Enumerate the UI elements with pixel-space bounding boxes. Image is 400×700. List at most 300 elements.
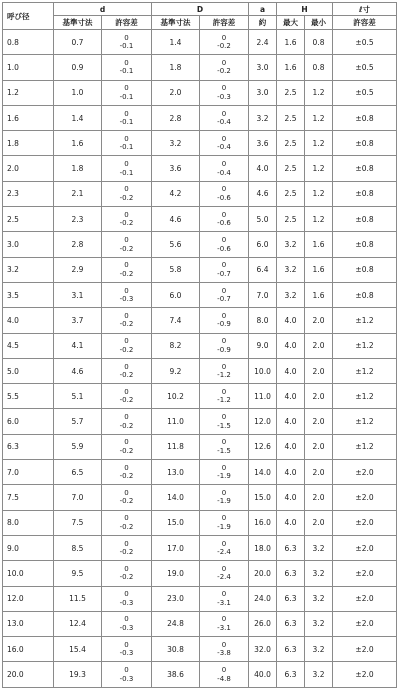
cell-H-max: 6.3 bbox=[277, 662, 305, 687]
cell-a: 3.6 bbox=[249, 131, 277, 156]
cell-d-tol bbox=[102, 131, 152, 156]
cell-a: 20.0 bbox=[249, 561, 277, 586]
cell-l-tol: ±1.2 bbox=[333, 384, 397, 409]
tolerance-lower: -0.3 bbox=[217, 92, 231, 101]
tolerance-lower: -0.4 bbox=[217, 168, 231, 177]
cell-d-base: 1.8 bbox=[54, 156, 102, 181]
tolerance-upper: 0 bbox=[221, 261, 227, 270]
cell-H-max: 6.3 bbox=[277, 535, 305, 560]
tolerance-lower: -0.7 bbox=[217, 269, 231, 278]
cell-nominal: 1.0 bbox=[3, 55, 54, 80]
tolerance-upper: 0 bbox=[124, 134, 129, 143]
cell-D-tol bbox=[200, 80, 249, 105]
tolerance-upper: 0 bbox=[221, 640, 227, 649]
table-row bbox=[3, 409, 397, 434]
cell-H-max: 4.0 bbox=[277, 358, 305, 383]
cell-D-base: 10.2 bbox=[152, 384, 200, 409]
header-l: ℓ寸 bbox=[333, 3, 397, 16]
cell-d-base: 12.4 bbox=[54, 611, 102, 636]
header-H: H bbox=[277, 3, 333, 16]
tolerance-upper: 0 bbox=[124, 236, 129, 245]
table-row bbox=[3, 131, 397, 156]
header-row-1 bbox=[3, 3, 397, 16]
cell-d-tol bbox=[102, 586, 152, 611]
cell-H-min: 3.2 bbox=[305, 637, 333, 662]
cell-d-base: 3.7 bbox=[54, 308, 102, 333]
cell-a: 10.0 bbox=[249, 358, 277, 383]
cell-D-tol bbox=[200, 55, 249, 80]
cell-l-tol: ±0.5 bbox=[333, 80, 397, 105]
cell-D-tol bbox=[200, 510, 249, 535]
cell-H-max: 2.5 bbox=[277, 156, 305, 181]
cell-d-tol bbox=[102, 535, 152, 560]
table-row bbox=[3, 561, 397, 586]
table-row bbox=[3, 80, 397, 105]
tolerance-lower: -0.4 bbox=[217, 143, 231, 152]
cell-H-max: 6.3 bbox=[277, 611, 305, 636]
tolerance-lower: -0.2 bbox=[119, 472, 134, 481]
tolerance-lower: -2.4 bbox=[217, 573, 231, 582]
cell-l-tol: ±2.0 bbox=[333, 510, 397, 535]
cell-D-tol bbox=[200, 282, 249, 307]
cell-H-max: 2.5 bbox=[277, 105, 305, 130]
tolerance-upper: 0 bbox=[221, 58, 227, 67]
tolerance-lower: -3.1 bbox=[217, 598, 231, 607]
cell-D-base: 1.4 bbox=[152, 30, 200, 55]
cell-l-tol: ±2.0 bbox=[333, 535, 397, 560]
cell-nominal: 3.2 bbox=[3, 257, 54, 282]
tolerance-upper: 0 bbox=[124, 463, 129, 472]
tolerance-lower: -0.9 bbox=[217, 345, 231, 354]
tolerance-upper: 0 bbox=[124, 337, 129, 346]
cell-H-min: 3.2 bbox=[305, 586, 333, 611]
cell-a: 26.0 bbox=[249, 611, 277, 636]
cell-D-base: 38.6 bbox=[152, 662, 200, 687]
cell-d-tol bbox=[102, 460, 152, 485]
cell-a: 15.0 bbox=[249, 485, 277, 510]
cell-D-tol bbox=[200, 662, 249, 687]
cell-D-tol bbox=[200, 131, 249, 156]
cell-d-base: 0.7 bbox=[54, 30, 102, 55]
tolerance-upper: 0 bbox=[124, 413, 129, 422]
cell-H-max: 2.5 bbox=[277, 207, 305, 232]
cell-d-tol bbox=[102, 662, 152, 687]
tolerance-upper: 0 bbox=[124, 286, 129, 295]
cell-d-tol bbox=[102, 80, 152, 105]
cell-H-max: 2.5 bbox=[277, 80, 305, 105]
cell-D-base: 7.4 bbox=[152, 308, 200, 333]
header-d-tol: 許容差 bbox=[102, 16, 152, 30]
cell-nominal: 7.0 bbox=[3, 460, 54, 485]
cell-l-tol: ±0.8 bbox=[333, 207, 397, 232]
cell-D-base: 3.2 bbox=[152, 131, 200, 156]
tolerance-lower: -0.2 bbox=[119, 573, 134, 582]
cell-d-base: 8.5 bbox=[54, 535, 102, 560]
header-l-tol: 許容差 bbox=[333, 16, 397, 30]
cell-d-tol bbox=[102, 55, 152, 80]
tolerance-lower: -0.3 bbox=[119, 295, 134, 304]
cell-l-tol: ±2.0 bbox=[333, 637, 397, 662]
cell-a: 4.0 bbox=[249, 156, 277, 181]
cell-H-max: 6.3 bbox=[277, 586, 305, 611]
cell-d-tol bbox=[102, 308, 152, 333]
cell-d-base: 5.9 bbox=[54, 434, 102, 459]
table-row bbox=[3, 232, 397, 257]
cell-D-tol bbox=[200, 384, 249, 409]
cell-d-tol bbox=[102, 434, 152, 459]
cell-d-tol bbox=[102, 105, 152, 130]
tolerance-upper: 0 bbox=[124, 311, 129, 320]
cell-a: 7.0 bbox=[249, 282, 277, 307]
cell-l-tol: ±0.8 bbox=[333, 105, 397, 130]
tolerance-lower: -1.5 bbox=[217, 421, 231, 430]
tolerance-lower: -1.9 bbox=[217, 472, 231, 481]
tolerance-upper: 0 bbox=[221, 387, 227, 396]
cell-d-base: 4.6 bbox=[54, 358, 102, 383]
cell-nominal: 8.0 bbox=[3, 510, 54, 535]
cell-a: 14.0 bbox=[249, 460, 277, 485]
cell-H-min: 1.2 bbox=[305, 105, 333, 130]
cell-H-max: 4.0 bbox=[277, 333, 305, 358]
tolerance-lower: -3.1 bbox=[217, 623, 231, 632]
cell-H-max: 3.2 bbox=[277, 257, 305, 282]
cell-l-tol: ±2.0 bbox=[333, 460, 397, 485]
tolerance-lower: -0.1 bbox=[119, 92, 134, 101]
cell-D-tol bbox=[200, 611, 249, 636]
header-a-sub: 約 bbox=[249, 16, 277, 30]
table-row bbox=[3, 30, 397, 55]
tolerance-upper: 0 bbox=[221, 84, 227, 93]
cell-l-tol: ±1.2 bbox=[333, 333, 397, 358]
cell-D-tol bbox=[200, 232, 249, 257]
tolerance-upper: 0 bbox=[124, 564, 129, 573]
cell-d-base: 4.1 bbox=[54, 333, 102, 358]
cell-D-tol bbox=[200, 637, 249, 662]
header-d: d bbox=[54, 3, 152, 16]
cell-nominal: 10.0 bbox=[3, 561, 54, 586]
cell-nominal: 0.8 bbox=[3, 30, 54, 55]
tolerance-lower: -0.3 bbox=[119, 674, 134, 683]
header-H-min: 最小 bbox=[305, 16, 333, 30]
cell-H-min: 1.2 bbox=[305, 80, 333, 105]
header-H-max: 最大 bbox=[277, 16, 305, 30]
cell-D-tol bbox=[200, 257, 249, 282]
cell-d-base: 5.7 bbox=[54, 409, 102, 434]
header-a: a bbox=[249, 3, 277, 16]
cell-nominal: 2.5 bbox=[3, 207, 54, 232]
tolerance-upper: 0 bbox=[221, 236, 227, 245]
tolerance-lower: -0.2 bbox=[119, 548, 134, 557]
tolerance-lower: -0.1 bbox=[119, 143, 134, 152]
tolerance-lower: -0.2 bbox=[119, 396, 134, 405]
cell-a: 3.0 bbox=[249, 80, 277, 105]
cell-H-min: 3.2 bbox=[305, 662, 333, 687]
cell-D-base: 2.8 bbox=[152, 105, 200, 130]
cell-H-min: 1.2 bbox=[305, 131, 333, 156]
cell-D-base: 13.0 bbox=[152, 460, 200, 485]
cell-H-min: 2.0 bbox=[305, 434, 333, 459]
cell-d-tol bbox=[102, 333, 152, 358]
header-nominal: 呼び径 bbox=[3, 3, 54, 30]
tolerance-upper: 0 bbox=[221, 210, 227, 219]
cell-H-max: 6.3 bbox=[277, 637, 305, 662]
cell-H-min: 1.2 bbox=[305, 156, 333, 181]
cell-H-min: 2.0 bbox=[305, 358, 333, 383]
tolerance-upper: 0 bbox=[124, 590, 129, 599]
cell-D-tol bbox=[200, 434, 249, 459]
cell-l-tol: ±2.0 bbox=[333, 611, 397, 636]
tolerance-upper: 0 bbox=[124, 539, 129, 548]
cell-H-max: 4.0 bbox=[277, 434, 305, 459]
tolerance-upper: 0 bbox=[221, 539, 227, 548]
cell-D-base: 11.0 bbox=[152, 409, 200, 434]
cell-H-max: 6.3 bbox=[277, 561, 305, 586]
cell-nominal: 6.0 bbox=[3, 409, 54, 434]
cell-d-base: 6.5 bbox=[54, 460, 102, 485]
tolerance-upper: 0 bbox=[124, 615, 129, 624]
table-body bbox=[3, 30, 397, 688]
cell-D-base: 1.8 bbox=[152, 55, 200, 80]
cell-d-base: 9.5 bbox=[54, 561, 102, 586]
table-row bbox=[3, 257, 397, 282]
tolerance-upper: 0 bbox=[221, 488, 227, 497]
cell-H-max: 4.0 bbox=[277, 409, 305, 434]
cell-d-tol bbox=[102, 611, 152, 636]
cell-a: 40.0 bbox=[249, 662, 277, 687]
table-row bbox=[3, 105, 397, 130]
cell-a: 5.0 bbox=[249, 207, 277, 232]
cell-D-tol bbox=[200, 333, 249, 358]
cell-nominal: 2.3 bbox=[3, 181, 54, 206]
tolerance-upper: 0 bbox=[221, 134, 227, 143]
cell-d-tol bbox=[102, 207, 152, 232]
cell-D-base: 5.8 bbox=[152, 257, 200, 282]
header-D: D bbox=[152, 3, 249, 16]
tolerance-lower: -1.9 bbox=[217, 497, 231, 506]
header-D-tol: 許容差 bbox=[200, 16, 249, 30]
cell-l-tol: ±0.8 bbox=[333, 131, 397, 156]
cell-d-base: 2.8 bbox=[54, 232, 102, 257]
tolerance-lower: -0.3 bbox=[119, 598, 134, 607]
tolerance-upper: 0 bbox=[221, 615, 227, 624]
cell-D-tol bbox=[200, 535, 249, 560]
cell-d-tol bbox=[102, 384, 152, 409]
cell-D-base: 3.6 bbox=[152, 156, 200, 181]
tolerance-lower: -0.2 bbox=[217, 42, 231, 51]
cell-d-base: 7.0 bbox=[54, 485, 102, 510]
cell-D-base: 6.0 bbox=[152, 282, 200, 307]
table-row bbox=[3, 156, 397, 181]
tolerance-upper: 0 bbox=[221, 514, 227, 523]
tolerance-upper: 0 bbox=[221, 590, 227, 599]
tolerance-lower: -0.7 bbox=[217, 295, 231, 304]
cell-D-tol bbox=[200, 409, 249, 434]
cell-D-tol bbox=[200, 156, 249, 181]
tolerance-upper: 0 bbox=[124, 666, 129, 675]
cell-d-tol bbox=[102, 485, 152, 510]
cell-a: 12.6 bbox=[249, 434, 277, 459]
cell-H-max: 4.0 bbox=[277, 308, 305, 333]
cell-H-max: 4.0 bbox=[277, 460, 305, 485]
cell-D-base: 11.8 bbox=[152, 434, 200, 459]
cell-D-tol bbox=[200, 586, 249, 611]
tolerance-upper: 0 bbox=[221, 438, 227, 447]
cell-nominal: 5.0 bbox=[3, 358, 54, 383]
cell-D-base: 24.8 bbox=[152, 611, 200, 636]
cell-d-tol bbox=[102, 282, 152, 307]
tolerance-lower: -1.2 bbox=[217, 396, 231, 405]
cell-d-tol bbox=[102, 232, 152, 257]
cell-a: 11.0 bbox=[249, 384, 277, 409]
cell-l-tol: ±0.8 bbox=[333, 257, 397, 282]
table-row bbox=[3, 181, 397, 206]
cell-l-tol: ±0.5 bbox=[333, 55, 397, 80]
cell-H-min: 3.2 bbox=[305, 611, 333, 636]
cell-nominal: 5.5 bbox=[3, 384, 54, 409]
cell-l-tol: ±1.2 bbox=[333, 409, 397, 434]
cell-H-min: 2.0 bbox=[305, 510, 333, 535]
tolerance-lower: -0.4 bbox=[217, 118, 231, 127]
tolerance-lower: -0.1 bbox=[119, 118, 134, 127]
cell-nominal: 9.0 bbox=[3, 535, 54, 560]
cell-H-max: 4.0 bbox=[277, 485, 305, 510]
tolerance-lower: -0.6 bbox=[217, 244, 231, 253]
cell-H-min: 1.6 bbox=[305, 282, 333, 307]
tolerance-upper: 0 bbox=[124, 514, 129, 523]
spec-table-container bbox=[2, 2, 396, 688]
tolerance-upper: 0 bbox=[221, 109, 227, 118]
cell-d-base: 5.1 bbox=[54, 384, 102, 409]
cell-a: 32.0 bbox=[249, 637, 277, 662]
tolerance-lower: -0.2 bbox=[119, 244, 134, 253]
cell-H-min: 2.0 bbox=[305, 485, 333, 510]
tolerance-upper: 0 bbox=[221, 160, 227, 169]
tolerance-upper: 0 bbox=[221, 33, 227, 42]
cell-d-base: 1.6 bbox=[54, 131, 102, 156]
table-row bbox=[3, 333, 397, 358]
tolerance-upper: 0 bbox=[124, 185, 129, 194]
cell-a: 16.0 bbox=[249, 510, 277, 535]
cell-a: 4.6 bbox=[249, 181, 277, 206]
tolerance-upper: 0 bbox=[124, 640, 129, 649]
cell-l-tol: ±0.5 bbox=[333, 30, 397, 55]
cell-D-base: 9.2 bbox=[152, 358, 200, 383]
cell-a: 24.0 bbox=[249, 586, 277, 611]
tolerance-lower: -0.3 bbox=[119, 649, 134, 658]
tolerance-lower: -0.9 bbox=[217, 320, 231, 329]
tolerance-lower: -0.1 bbox=[119, 67, 134, 76]
cell-H-max: 2.5 bbox=[277, 131, 305, 156]
tolerance-upper: 0 bbox=[221, 463, 227, 472]
cell-l-tol: ±1.2 bbox=[333, 358, 397, 383]
cell-nominal: 20.0 bbox=[3, 662, 54, 687]
cell-D-base: 30.8 bbox=[152, 637, 200, 662]
cell-l-tol: ±2.0 bbox=[333, 561, 397, 586]
header-d-base: 基準寸法 bbox=[54, 16, 102, 30]
tolerance-upper: 0 bbox=[124, 438, 129, 447]
cell-D-base: 19.0 bbox=[152, 561, 200, 586]
table-row bbox=[3, 282, 397, 307]
cell-D-base: 8.2 bbox=[152, 333, 200, 358]
cell-a: 2.4 bbox=[249, 30, 277, 55]
cell-d-tol bbox=[102, 561, 152, 586]
cell-l-tol: ±2.0 bbox=[333, 662, 397, 687]
cell-nominal: 13.0 bbox=[3, 611, 54, 636]
cell-D-base: 14.0 bbox=[152, 485, 200, 510]
table-row bbox=[3, 611, 397, 636]
cell-d-base: 3.1 bbox=[54, 282, 102, 307]
cell-H-min: 2.0 bbox=[305, 409, 333, 434]
tolerance-lower: -0.2 bbox=[119, 193, 134, 202]
cell-D-tol bbox=[200, 460, 249, 485]
tolerance-lower: -0.2 bbox=[119, 497, 134, 506]
table-row bbox=[3, 358, 397, 383]
cell-nominal: 1.6 bbox=[3, 105, 54, 130]
tolerance-lower: -3.8 bbox=[217, 649, 231, 658]
header-row-2 bbox=[3, 16, 397, 30]
tolerance-upper: 0 bbox=[221, 564, 227, 573]
cell-d-tol bbox=[102, 358, 152, 383]
cell-d-base: 2.3 bbox=[54, 207, 102, 232]
tolerance-upper: 0 bbox=[124, 160, 129, 169]
tolerance-lower: -0.1 bbox=[119, 168, 134, 177]
cell-H-max: 3.2 bbox=[277, 282, 305, 307]
cell-nominal: 1.8 bbox=[3, 131, 54, 156]
tolerance-upper: 0 bbox=[124, 488, 129, 497]
tolerance-lower: -0.2 bbox=[119, 421, 134, 430]
tolerance-lower: -0.2 bbox=[119, 269, 134, 278]
tolerance-upper: 0 bbox=[124, 109, 129, 118]
cell-D-tol bbox=[200, 105, 249, 130]
cell-nominal: 3.5 bbox=[3, 282, 54, 307]
tolerance-lower: -0.2 bbox=[119, 371, 134, 379]
cell-l-tol: ±0.8 bbox=[333, 282, 397, 307]
cell-d-tol bbox=[102, 637, 152, 662]
cell-a: 18.0 bbox=[249, 535, 277, 560]
cell-d-base: 7.5 bbox=[54, 510, 102, 535]
tolerance-upper: 0 bbox=[221, 311, 227, 320]
cell-d-base: 1.4 bbox=[54, 105, 102, 130]
tolerance-lower: -0.2 bbox=[119, 446, 134, 455]
cell-d-tol bbox=[102, 181, 152, 206]
cell-nominal: 12.0 bbox=[3, 586, 54, 611]
cell-H-min: 1.6 bbox=[305, 257, 333, 282]
tolerance-lower: -2.4 bbox=[217, 548, 231, 557]
table-row bbox=[3, 384, 397, 409]
cell-H-max: 1.6 bbox=[277, 55, 305, 80]
cell-D-base: 4.2 bbox=[152, 181, 200, 206]
tolerance-lower: -0.2 bbox=[119, 320, 134, 329]
dimension-table bbox=[2, 2, 397, 688]
cell-d-base: 2.1 bbox=[54, 181, 102, 206]
tolerance-upper: 0 bbox=[221, 413, 227, 422]
cell-nominal: 3.0 bbox=[3, 232, 54, 257]
tolerance-lower: -0.3 bbox=[119, 623, 134, 632]
cell-nominal: 6.3 bbox=[3, 434, 54, 459]
tolerance-upper: 0 bbox=[124, 387, 129, 396]
cell-a: 3.2 bbox=[249, 105, 277, 130]
cell-H-max: 4.0 bbox=[277, 384, 305, 409]
tolerance-lower: -0.6 bbox=[217, 193, 231, 202]
table-row bbox=[3, 460, 397, 485]
cell-a: 6.4 bbox=[249, 257, 277, 282]
cell-l-tol: ±0.8 bbox=[333, 181, 397, 206]
tolerance-lower: -0.2 bbox=[119, 345, 134, 354]
cell-D-base: 4.6 bbox=[152, 207, 200, 232]
table-row bbox=[3, 207, 397, 232]
table-row bbox=[3, 662, 397, 687]
cell-H-min: 2.0 bbox=[305, 460, 333, 485]
